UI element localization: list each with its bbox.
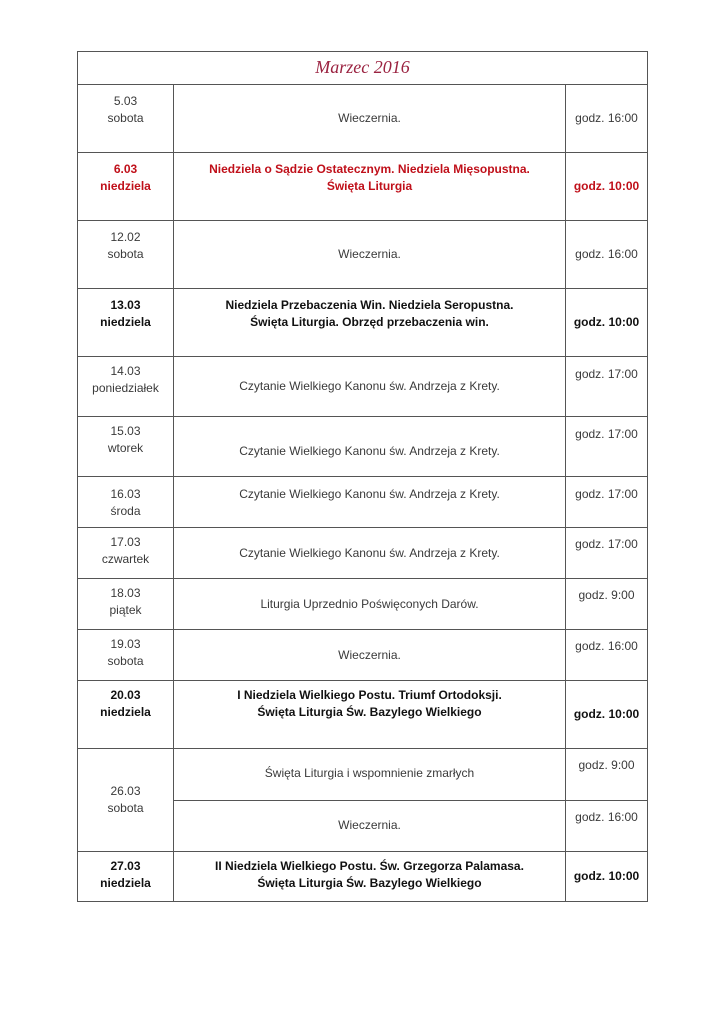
- weekday: poniedziałek: [92, 381, 159, 395]
- time-text: godz. 10:00: [573, 707, 640, 721]
- event-cell: [174, 528, 566, 579]
- event-text: Wieczernia.: [338, 247, 401, 261]
- event-text: Czytanie Wielkiego Kanonu św. Andrzeja z Krety.: [239, 546, 500, 560]
- table-row: [78, 852, 648, 902]
- event-cell: [174, 289, 566, 357]
- table-row: [78, 579, 648, 630]
- month-title: Marzec 2016: [315, 56, 410, 77]
- event-text: Niedziela o Sądzie Ostatecznym. Niedziela Mięsopustna.: [209, 162, 530, 176]
- time-text: godz. 17:00: [575, 367, 638, 381]
- date-cell: [78, 579, 174, 630]
- weekday: wtorek: [107, 441, 144, 455]
- time-cell: [566, 630, 648, 681]
- time-cell: [566, 153, 648, 221]
- date-cell: [78, 289, 174, 357]
- table-row: [78, 357, 648, 417]
- event-text: Święta Liturgia. Obrzęd przebaczenia win.: [250, 315, 489, 329]
- date: 15.03: [110, 424, 141, 438]
- time-cell: [566, 579, 648, 630]
- time-text: godz. 17:00: [575, 427, 638, 441]
- time-text: godz. 9:00: [578, 758, 635, 772]
- time-cell: [566, 417, 648, 477]
- table-row: [78, 630, 648, 681]
- date-cell: [78, 852, 174, 902]
- weekday: niedziela: [100, 876, 151, 890]
- date: 6.03: [113, 162, 138, 176]
- weekday: sobota: [107, 247, 144, 261]
- time-cell: [566, 85, 648, 153]
- time-text: godz. 17:00: [575, 537, 638, 551]
- event-text: II Niedziela Wielkiego Postu. Św. Grzegorza Palamasa.: [215, 859, 524, 873]
- table-row: [78, 528, 648, 579]
- weekday: sobota: [107, 111, 144, 125]
- weekday: czwartek: [101, 552, 150, 566]
- event-text: Święta Liturgia i wspomnienie zmarłych: [264, 766, 475, 780]
- date-cell: [78, 528, 174, 579]
- weekday: niedziela: [100, 179, 151, 193]
- time-text: godz. 9:00: [578, 588, 635, 602]
- date: 27.03: [110, 859, 141, 873]
- date: 12.02: [110, 230, 141, 244]
- date: 18.03: [110, 586, 141, 600]
- table-row: [78, 681, 648, 749]
- table-row: [78, 477, 648, 528]
- date-cell: [78, 477, 174, 528]
- event-text: Czytanie Wielkiego Kanonu św. Andrzeja z Krety.: [239, 487, 500, 501]
- time-cell: [566, 357, 648, 417]
- time-text: godz. 17:00: [575, 487, 638, 501]
- time-cell: [566, 477, 648, 528]
- event-text: Czytanie Wielkiego Kanonu św. Andrzeja z Krety.: [239, 444, 500, 458]
- date: 5.03: [113, 94, 138, 108]
- time-cell: [566, 852, 648, 902]
- event-cell: [174, 85, 566, 153]
- date-cell: [78, 221, 174, 289]
- event-cell: [174, 153, 566, 221]
- date: 16.03: [110, 487, 141, 501]
- weekday: niedziela: [100, 315, 151, 329]
- time-text: godz. 16:00: [575, 639, 638, 653]
- date-cell: [78, 749, 174, 852]
- event-cell: [174, 681, 566, 749]
- event-cell: [174, 852, 566, 902]
- date-cell: [78, 630, 174, 681]
- table-row: [78, 85, 648, 153]
- date: 13.03: [110, 298, 141, 312]
- weekday: niedziela: [100, 705, 151, 719]
- event-text: Czytanie Wielkiego Kanonu św. Andrzeja z Krety.: [239, 379, 500, 393]
- time-text: godz. 10:00: [573, 869, 640, 883]
- table-row: [78, 221, 648, 289]
- date: 14.03: [110, 364, 141, 378]
- event-cell: [174, 221, 566, 289]
- event-text: I Niedziela Wielkiego Postu. Triumf Ortodoksji.: [237, 688, 502, 702]
- date-cell: [78, 153, 174, 221]
- date: 20.03: [110, 688, 141, 702]
- table-row: [78, 417, 648, 477]
- event-text: Niedziela Przebaczenia Win. Niedziela Seropustna.: [225, 298, 514, 312]
- time-text: godz. 10:00: [573, 315, 640, 329]
- time-cell: [566, 289, 648, 357]
- date-cell: [78, 357, 174, 417]
- event-cell: [174, 417, 566, 477]
- time-cell: [566, 681, 648, 749]
- event-cell: [174, 801, 566, 852]
- table-row: [78, 289, 648, 357]
- date-cell: [78, 85, 174, 153]
- weekday: sobota: [107, 801, 144, 815]
- time-text: godz. 16:00: [575, 810, 638, 824]
- date-cell: [78, 417, 174, 477]
- time-cell: [566, 528, 648, 579]
- event-text: Liturgia Uprzednio Poświęconych Darów.: [260, 597, 479, 611]
- event-text: Święta Liturgia: [326, 179, 413, 193]
- table-row: [78, 749, 648, 801]
- weekday: środa: [110, 504, 141, 518]
- event-text: Wieczernia.: [338, 818, 401, 832]
- event-cell: [174, 630, 566, 681]
- title-cell: [78, 52, 648, 85]
- time-text: godz. 10:00: [573, 179, 640, 193]
- event-text: Święta Liturgia Św. Bazylego Wielkiego: [257, 876, 482, 890]
- weekday: sobota: [107, 654, 144, 668]
- time-cell: [566, 801, 648, 852]
- date: 19.03: [110, 637, 141, 651]
- table-row: [78, 153, 648, 221]
- event-cell: [174, 579, 566, 630]
- date: 26.03: [110, 784, 141, 798]
- date-cell: [78, 681, 174, 749]
- event-cell: [174, 749, 566, 801]
- event-cell: [174, 477, 566, 528]
- date: 17.03: [110, 535, 141, 549]
- time-text: godz. 16:00: [575, 111, 638, 125]
- title-row: [78, 52, 648, 85]
- time-cell: [566, 221, 648, 289]
- schedule-table: [77, 51, 648, 902]
- event-cell: [174, 357, 566, 417]
- event-text: Wieczernia.: [338, 111, 401, 125]
- event-text: Wieczernia.: [338, 648, 401, 662]
- time-text: godz. 16:00: [575, 247, 638, 261]
- time-cell: [566, 749, 648, 801]
- event-text: Święta Liturgia Św. Bazylego Wielkiego: [257, 705, 482, 719]
- weekday: piątek: [109, 603, 142, 617]
